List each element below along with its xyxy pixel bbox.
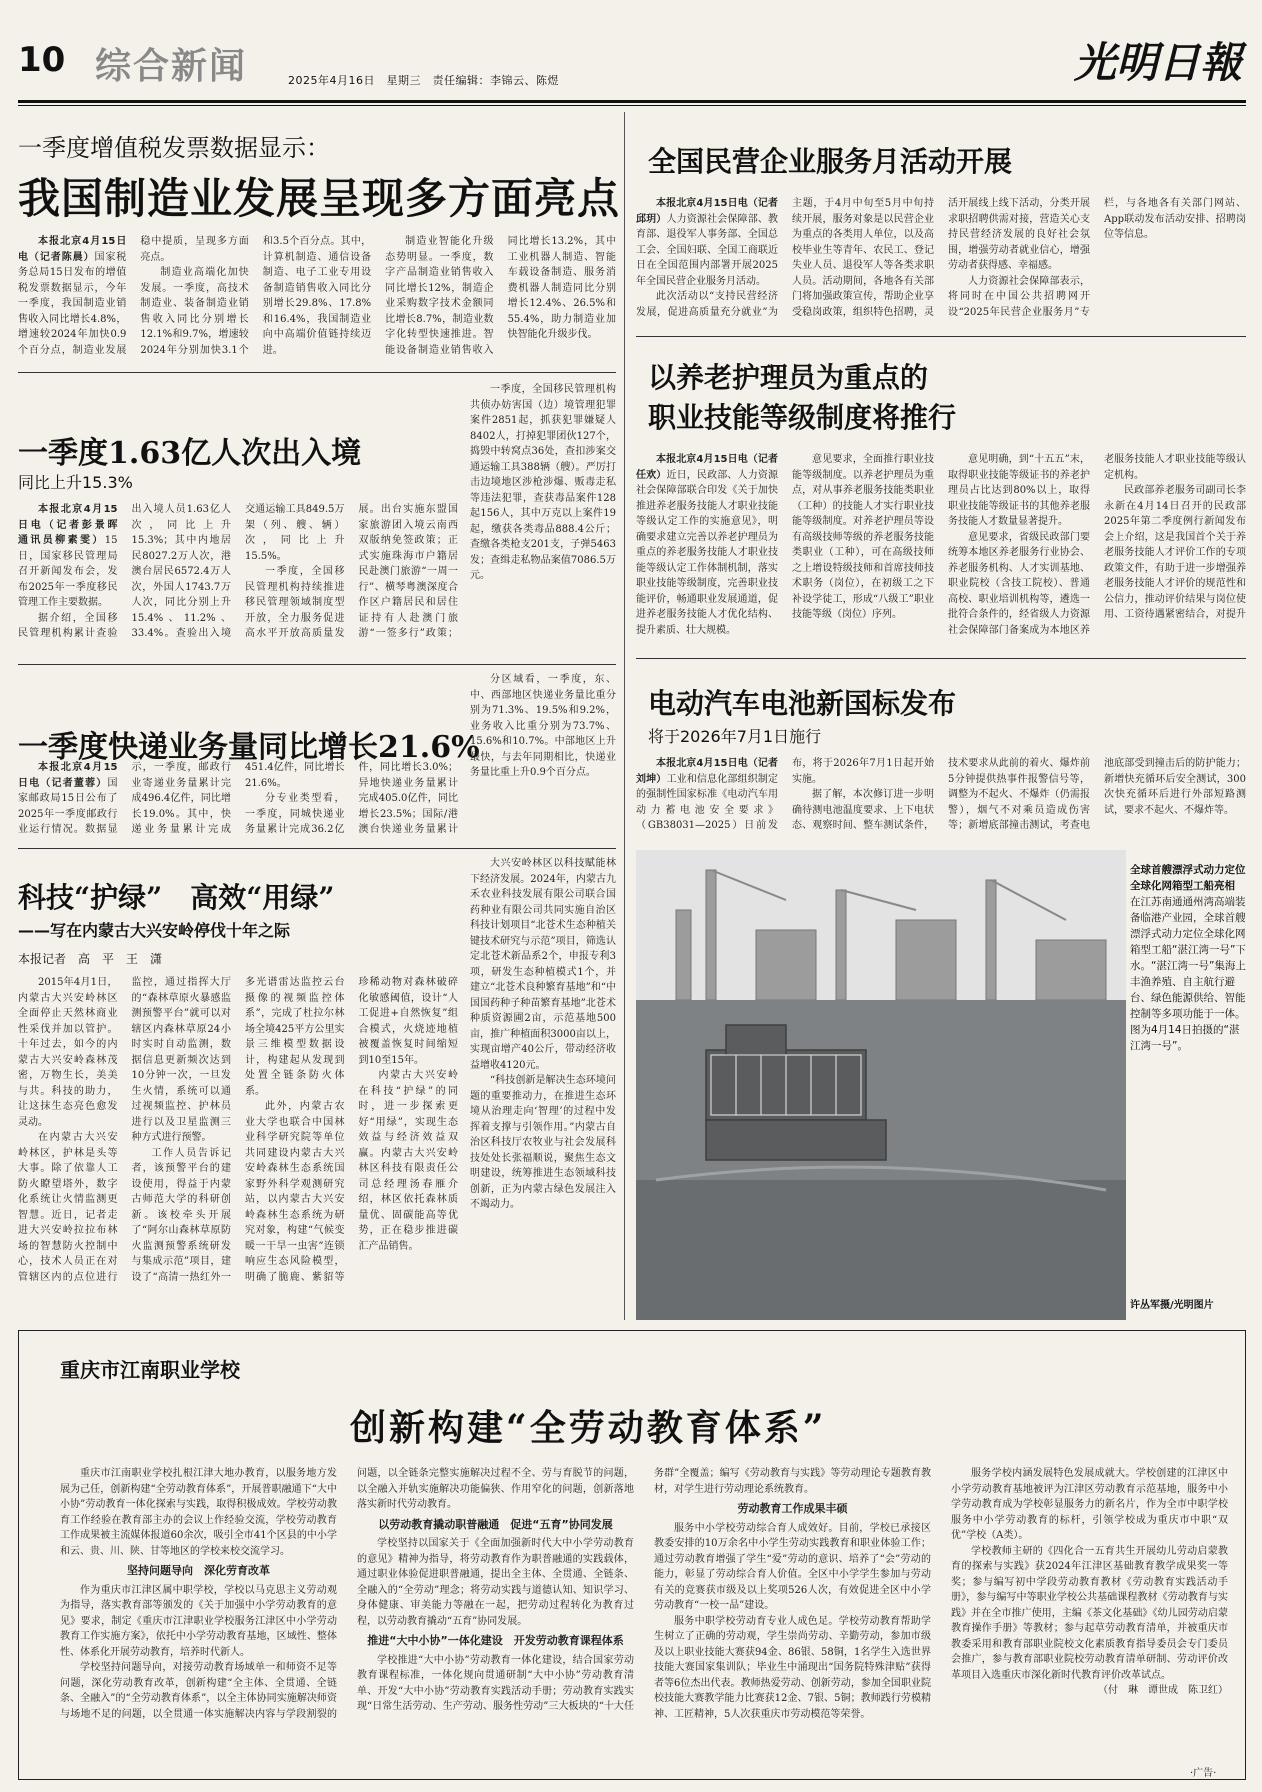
news-photo (636, 850, 1126, 1320)
section-title: 综合新闻 (95, 46, 248, 87)
article3-body: 本报北京4月15日电（记者董蓉）国家邮政局15日公布了2025年一季度邮政行业运行情况。数据显示，一季度，邮政行业寄递业务量累计完成496.4亿件，同比增长19.0%。其中，快递业务量累计完成451.4亿件，同比增长21.6%。 分专业类型看，一季度，同城快递业务量累计完成36.2亿件，同比增长3.0%；异地快递业务量累计完成405.0亿件，同比增长23.5%；国际/港澳台快递业务量累计 (18, 762, 458, 835)
right1-headline: 全国民营企业服务月活动开展 (648, 145, 1013, 178)
article2-lead: 本报北京4月15日电（记者彭景晖 通讯员柳素雯） (18, 504, 128, 546)
advertorial-subhead-4: 劳动教育工作成果丰硕 (737, 1502, 848, 1515)
article4-byline: 本报记者 高 平 王 潇 (18, 952, 163, 966)
article4-body-continued: 大兴安岭林区以科技赋能林下经济发展。2024年，内蒙古九禾农业科技发展有限公司联合国药种业有限公司共同实施自治区科技计划项目“北苍术生态种植关键技术研究与示范”项目，筛选认定北苍术新品系2个，申报专利3项，研发生态种植模式1个，并建立“北苍术良种繁育基地”和“中国国药种子种苗繁育基地”北苍术种质资源圃2亩，示范基地500亩，推广种植面积3000亩以上，实现亩增产40公斤，带动经济收益增收4120元。 “科技创新是解决生态环境问题的重要推动力，在推进生态环境从治理走向‘智理’的过程中发挥着支撑与引领作用。”内蒙古自治区科技厅农牧业与社会发展科技处处长张福顺说，聚焦生态文明建设，统筹推进生态领域科技创新，正为内蒙古绿色发展注入不竭动力。 (470, 858, 616, 1210)
right3-lead: 本报北京4月15日电（记者刘坤） (636, 758, 778, 785)
article2-body: 本报北京4月15日电（记者彭景晖 通讯员柳素雯）15日，国家移民管理局召开新闻发布会，发布2025年一季度移民管理工作主要数据。 据介绍，全国移民管理机构累计查验出入境人员1.63亿人次，同比上升15.3%；其中内地居民8027.2万人次，港澳台居民6572.4万人次，外国人1743.7万人次，同比分别上升15.4%、11.2%、33.4%。查验出入境交通运输工具849.5万架（列、艘、辆）次，同比上升15.5%。 一季度，全国移民管理机构持续推进移民管理领域制度型开放，全力服务促进高水平开放高质量发展。出台实施东盟国家旅游团入境云南西双版纳免签政策；正式实施珠海市户籍居民赴澳门旅游“一周一行”、横琴粤澳深度合作区户籍居民和居住证持有人赴澳门旅游“一签多行”政策； (18, 504, 458, 639)
masthead-rule-thin (18, 105, 1246, 106)
right1-lead: 本报北京4月15日电（记者邱玥） (636, 198, 778, 225)
advertorial-subhead-3: 推进“大中小协”一体化建设 开发劳动教育课程体系 (367, 1634, 624, 1647)
article1-lead: 本报北京4月15日电（记者陈晨） (18, 236, 127, 263)
right3-body: 本报北京4月15日电（记者刘坤）工业和信息化部组织制定的强制性国家标准《电动汽车用动力蓄电池安全要求》（GB38031—2025）日前发布，将于2026年7月1日起开始实施。 据了解，本次修订进一步明确待测电池温度要求、上下电状态、观察时间、整车测试条件，技术要求从此前的着火、爆炸前5分钟提供热事件报警信号等，调整为不起火、不爆炸（仍需报警），烟气不对乘员造成伤害等；新增底部撞击测试，考查电池底部受到撞击后的防护能力；新增快充循环后安全测试，300次快充循环后进行外部短路测试，要求不起火、不爆炸等。 (636, 758, 1246, 831)
divider (18, 372, 616, 373)
article2-subtitle: 同比上升15.3% (18, 473, 133, 492)
advertorial-signature: （付 琳 谭世成 陈卫红） (1098, 1685, 1228, 1696)
right2-headline-line1: 以养老护理员为重点的 (648, 361, 929, 394)
article4-headline: 科技“护绿” 高效“用绿” (18, 881, 335, 914)
photo-caption-title: 全球首艘漂浮式动力定位全球化网箱型工船亮相 (1130, 864, 1246, 892)
masthead-rule (18, 100, 1246, 103)
right2-lead: 本报北京4月15日电（记者任欢） (636, 454, 778, 481)
article3-body-continued: 分区域看，一季度，东、中、西部地区快递业务量比重分别为71.3%、19.5%和9.2%，业务收入比重分别为73.7%、15.6%和10.7%。中部地区上升最快，与去年同期相比，快递业务量比重上升0.9个百分点。 (470, 674, 616, 778)
advertorial-subhead-1: 坚持问题导向 深化劳育改革 (127, 1564, 270, 1577)
ad-mark: ·广告· (1190, 1768, 1217, 1779)
ship-photo-illustration (636, 850, 1126, 1320)
divider (18, 664, 616, 665)
advertorial-school: 重庆市江南职业学校 (60, 1358, 240, 1382)
divider (636, 336, 1246, 337)
advertorial-subhead-2: 以劳动教育撬动职普融通 促进“五育”协同发展 (378, 1517, 613, 1531)
right2-headline-line2: 职业技能等级制度将推行 (648, 401, 957, 434)
right3-subtitle: 将于2026年7月1日施行 (648, 727, 822, 746)
right1-body: 本报北京4月15日电（记者邱玥）人力资源社会保障部、教育部、退役军人事务部、全国总工会、全国妇联、全国工商联近日在全国范围内部署开展2025年全国民营企业服务月活动。 此次活动以“支持民营经济发展，促进高质量充分就业”为主题，于4月中旬至5月中旬持续开展，服务对象是以民营企业为重点的各类用人单位，以及高校毕业生等青年、农民工、登记失业人员、退役军人等各类求职人员。活动期间，各地各有关部门将加强政策宣传，帮助企业享受稳岗政策，组织特色招聘，灵活开展线上线下活动，分类开展求职招聘供需对接，营造关心支持民营经济发展的良好社会氛围，增强劳动者就业信心，增强劳动者获得感、幸福感。 人力资源社会保障部表示，将同时在中国公共招聘网开设“2025年民营企业服务月”专栏，与各地各有关部门网站、App联动发布活动安排、招聘岗位等信息。 (636, 198, 1246, 318)
advertorial-body: 重庆市江南职业学校扎根江津大地办教育，以服务地方发展为己任，创新构建“全劳动教育体系”，开展普职融通下“大中小协”劳动教育一体化探索与实践，取得积极成效。学校劳动教育工作经验在教育部主办的会议上作经验交流，学校劳动教育工作成果被主流媒体报道60余次，吸引全市41个区县的中小学和云、贵、川、陕、甘等地区的学校来校交流学习。 坚持问题导向 深化劳育改革 作为重庆市江津区属中职学校，学校以马克思主义劳动观为指导，落实教育部等颁发的《关于加强中小学劳动教育的意见》要求，制定《重庆市江津职业学校服务江津区中小学劳动教育工作实施方案》，依托中小学劳动教育基地，区域性、整体性、体系化开展劳动教育，培养时代新人。 学校坚持问题导向，对接劳动教育场域单一和师资不足等问题，深化劳动教育改革，创新构建“全主体、全贯通、全链条、全融入”的“全劳动教育体系”，以全主体协同实施解决师资与场地不足的问题，以全贯通一体实施解决内容与学段割裂的问题，以全链条完整实施解决过程不全、劳与育脱节的问题，以全融入并轨实施解决功能偏狭、作用窄化的问题，创新落地落实新时代劳动教育。 以劳动教育撬动职普融通 促进“五育”协同发展 学校坚持以国家关于《全面加强新时代大中小学劳动教育的意见》精神为指导，将劳动教育作为职普融通的实践载体，通过职业体验促进职普融通，提出全主体、全贯通、全链条、全融入的“全劳动”理念；将劳动实践与道德认知、知识学习、身体健康、审美能力等融在一起，把劳动过程转化为教育过程，以劳动教育撬动“五育”协同发展。 推进“大中小协”一体化建设 开发劳动教育课程体系 学校推进“大中小协”劳动教育一体化建设，结合国家劳动教育课程标准，一体化规向贯通研制“大中小协”劳动教育清单、开发“大中小协”劳动教育实践活动手册；劳动教育实践实现“日常生活劳动、生产劳动、服务性劳动”三大板块的“十大任务群”全覆盖；编写《劳动教育与实践》等劳动理论专题教育教材，对学生进行劳动理论系统教育。 劳动教育工作成果丰硕 服务中小学校劳动综合育人成效好。目前，学校已承接区教委安排的10万余名中小学生劳动实践教育和职业体验工作；通过劳动教育增强了学生“爱”劳动的意识、培养了“会”劳动的能力，彰显了劳动综合育人价值。全区中小学学生参加与劳动有关的竞赛获市级及以上奖项526人次，有效促进全区中小学劳动教育“一校一品”建设。 服务中职学校劳动育专业人成色足。学校劳动教育帮助学生树立了正确的劳动观，学生崇尚劳动、辛勤劳动，参加市级及以上职业技能大赛获94金、86银、58铜，1名学生入选世界技能大赛国家集训队；毕业生中涌现出“国务院特殊津贴”获得者等6位杰出代表。教师热爱劳动、创新劳动，参加全国职业院校技能大赛教学能力比赛获12金、7银、5铜；教师践行劳模精神、工匠精神，5人次获重庆市劳动模范等荣誉。 服务学校内涵发展特色发展成就大。学校创建的江津区中小学劳动教育基地被评为江津区劳动教育示范基地，服务中小学劳动教育成为学校彰显服务力的新名片，作为全市中职学校服务中小学劳动教育的标杆，引领学校成为重庆市中职“双优”学校（A类）。 学校教师主研的《四化合一五育共生开展幼儿劳动启蒙教育的探索与实践》获2024年江津区基础教育教学成果奖一等奖；参与编写初中学段劳动教育教材《劳动教育实践活动手册》，参与编写中等职业学校公共基础课程教材《劳动教育与实践》并在全市推广使用，主编《茶文化基础》《幼儿园劳动启蒙教育操作手册》等教材；参与起草劳动教育清单，并被重庆市教委采用和教育部职业院校文化素质教育指导委员会专门委员会推广，参与教育部职业院校劳动教育清单研制、劳动评价改革项目入选重庆市深化新时代教育评价改革试点。 （付 琳 谭世成 陈卫红） (60, 1468, 1228, 1720)
article2-headline: 一季度1.63亿人次出入境 (18, 436, 362, 471)
photo-credit: 许丛军摄/光明图片 (1130, 1300, 1214, 1311)
article3-lead: 本报北京4月15日电（记者董蓉） (18, 762, 118, 789)
article1-body: 本报北京4月15日电（记者陈晨）国家税务总局15日发布的增值税发票数据显示，今年一季度，我国制造业销售收入同比增长4.8%，增速较2024年加快0.9个百分点，制造业发展稳中提质，呈现多方面亮点。 制造业高端化加快发展。一季度，高技术制造业、装备制造业销售收入同比分别增长12.1%和9.7%，增速较2024年分别加快3.1个和3.5个百分点。其中，计算机制造、通信设备制造、电子工业专用设备制造销售收入同比分别增长29.8%、17.8%和16.4%，我国制造业向中高端价值链持续迈进。 制造业智能化升级态势明显。一季度，数字产品制造业销售收入同比增长12%，制造企业采购数字技术金额同比增长8.7%，制造业数字化转型快速推进。智能设备制造业销售收入同比增长13.2%，其中工业机器人制造、智能车载设备制造、服务消费机器人制造同比分别增长12.4%、26.5%和55.4%，助力制造业加快智能化升级步伐。 (18, 236, 616, 356)
article1-headline: 我国制造业发展呈现多方面亮点 (18, 174, 621, 223)
divider (18, 848, 616, 849)
page-number: 10 (18, 40, 66, 80)
divider (636, 658, 1246, 659)
issue-meta: 2025年4月16日 星期三 责任编辑：李锦云、陈煜 (288, 74, 559, 87)
photo-caption-body: 在江苏南通通州湾高端装备临港产业园，全球首艘漂浮式动力定位全球化网箱型工船“湛江湾一号”下水。“湛江湾一号”集海上丰渔养殖、自主航行避台、绿色能源供给、智能控制等多项功能于一体。图为4月14日拍摄的“湛江湾一号”。 (1130, 896, 1246, 1052)
article1-kicker: 一季度增值税发票数据显示： (18, 134, 330, 162)
photo-caption (1130, 862, 1246, 1302)
right2-body: 本报北京4月15日电（记者任欢）近日，民政部、人力资源社会保障部联合印发《关于加快推进养老服务技能人才职业技能等级认定工作的实施意见》，明确要求建立完善以养老护理员为重点的养老服务技能人才职业技能等级认定工作体制机制，落实职业技能等级制度，完善职业技能评价，畅通职业发展通道，促进养老服务技能人才优化结构、提升素质、壮大规模。 意见要求，全面推行职业技能等级制度。以养老护理员为重点，对从事养老服务技能类职业（工种）的技能人才实行职业技能等级制度。对养老护理员等设有高级技师等级的养老服务技能类职业（工种），可在高级技师之上增设特级技师和首席技师技术职务（岗位），在初级工之下补设学徒工，形成“八级工”职业技能等级（岗位）序列。 意见明确，到“十五五”末，取得职业技能等级证书的养老护理员占比达到80%以上，取得职业技能等级证书的其他养老服务技能人才数量显著提升。 意见要求，省级民政部门要统筹本地区养老服务行业协会、养老服务机构、人才实训基地、职业院校（含技工院校）、普通高校、职业培训机构等，遴选一批符合条件的，经省级人力资源社会保障部门备案成为本地区养老服务技能人才职业技能等级认定机构。 民政部养老服务司副司长李永新在4月14日召开的民政部2025年第二季度例行新闻发布会上介绍，这是我国首个关于养老服务技能人才评价工作的专项政策文件，有助于进一步增强养老服务技能人才评价的规范性和公信力，推动评价结果与岗位使用、工资待遇紧密结合，对提升 (636, 454, 1246, 636)
article4-subtitle: ——写在内蒙古大兴安岭停伐十年之际 (18, 921, 291, 940)
article3-headline: 一季度快递业务量同比增长21.6% (18, 730, 480, 765)
right2-headline (648, 358, 956, 438)
newspaper-logo: 光明日報 (1073, 38, 1242, 87)
article4-body: 2015年4月1日，内蒙古大兴安岭林区全面停止天然林商业性采伐并加以管护。十年过去，如今的内蒙古大兴安岭森林茂密，万物生长，美美与共。科技的助力，让这抹生态亮色愈发灵动。 在内蒙古大兴安岭林区，护林是头等大事。除了依靠人工防火瞭望塔外，数字化系统让火情监测更智慧。近日，记者走进大兴安岭拉拉布林场的智慧防火控制中心，技术人员正在对管辖区内的点位进行监控，通过指挥大厅的“森林草原火暴感监测预警平台”就可以对辖区内森林草原24小时实时自动监测，数据信息更新频次达到10分钟一次，一旦发生火情，系统可以通过视频监控、护林员进行以及卫星监测三种方式进行预警。 工作人员告诉记者，该预警平台的建设使用，得益于内蒙古师范大学的科研创新。该校牵头开展了“阿尔山森林草原防火监测预警系统研发与集成示范”项目，建设了“高清一热红外一多光谱雷达监控云台摄像的视频监控体系”，完成了杜拉尔林场全境425平方公里实景三维模型数据设计，构建起从发现到处置全链条防火体系。 此外，内蒙古农业大学也联合中国林业科学研究院等单位共同建设内蒙古大兴安岭森林生态系统国家野外科学观测研究站，以内蒙古大兴安岭森林生态系统为研究对象，构建“气候变暖一干旱一虫害”连锁响应生态风险模型，明确了脆鹿、紫貂等珍稀动物对森林破碎化敏感阈值，设计“人工促进+自然恢复”组合模式，火烧迹地植被覆盖恢复时间缩短到10至15年。 内蒙古大兴安岭在科技“护绿”的同时，进一步探索更好“用绿”，实现生态效益与经济效益双赢。内蒙古大兴安岭林区科技有限责任公司总经理汤春雁介绍，林区依托森林质量优、固碳能高等优势，正在稳步推进碳汇产品销售。 (18, 977, 458, 1283)
article2-body-continued: 一季度，全国移民管理机构共侦办妨害国（边）境管理犯罪案件2851起，抓获犯罪嫌疑人8402人，打掉犯罪团伙127个，捣毁中转窝点36处，查扣涉案交通运输工具388辆（艘）。严厉打击边境地区涉枪涉爆、贩毒走私等违法犯罪，查获毒品案件128起156人，其中万克以上案件19起，缴获各类毒品888.4公斤；查缴各类枪支201支，子弹5463发；查缉走私物品案值7086.5万元。 (470, 384, 616, 581)
advertorial-title: 创新构建“全劳动教育体系” (350, 1407, 827, 1449)
right3-headline: 电动汽车电池新国标发布 (648, 687, 957, 720)
column-divider (624, 112, 625, 1320)
